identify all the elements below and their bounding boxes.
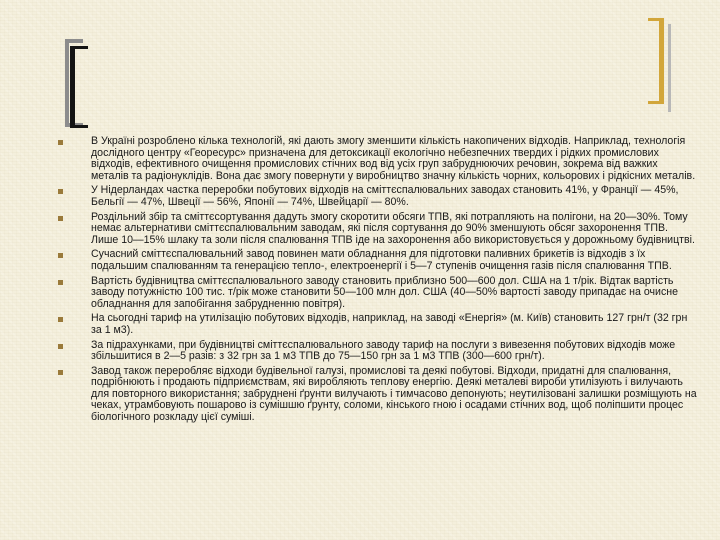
paragraph-text: Роздільний збір та сміттєсортування дадуть змогу скоротити обсяги ТПВ, які потрапляють на полігони, на 20—30%. Тому немає альтернативи сміттєспалювальним заводам, які після сортування до 90% зменшують обсяг захоронення ТПВ. Лише 10—15% шлаку та золи після спалювання ТПВ іде на захоронення або використовується у дорожньому будівництві.: [91, 210, 695, 246]
square-bullet-icon: [58, 216, 63, 221]
left-bracket-decoration: [70, 46, 88, 128]
list-item: [58, 313, 698, 336]
list-item: [58, 276, 698, 311]
paragraph-text: На сьогодні тариф на утилізацію побутових відходів, наприклад, на заводі «Енергія» (м. Київ) становить 127 грн/т (32 грн за 1 м3).: [91, 312, 688, 336]
list-item: [58, 340, 698, 363]
square-bullet-icon: [58, 140, 63, 145]
paragraph-text: В Україні розроблено кілька технологій, які дають змогу зменшити кількість накопичених відходів. Наприклад, технологія дослідного центру «Георесурс» призначена для детоксикації екологічно небезпечних твердих і рідких промислових відходів, ефективного очищення промислових стічних вод від усіх груп забруднюючих речовин, зокрема від важких металів та радіонуклідів. Вона дає змогу повернути у виробництво значну кількість чорних, кольорових і рідкісних металів.: [91, 135, 696, 182]
right-bracket-decoration: [648, 18, 664, 104]
list-item: [58, 136, 698, 182]
square-bullet-icon: [58, 317, 63, 322]
square-bullet-icon: [58, 344, 63, 349]
paragraph-text: За підрахунками, при будівництві сміттєспалювального заводу тариф на послуги з вивезення побутових відходів може збільшитися в 2—5 разів: з 32 грн за 1 м3 ТПВ до 75—150 грн за 1 м3 ТПВ (300—600 грн/т).: [91, 338, 676, 363]
square-bullet-icon: [58, 189, 63, 194]
paragraph-text: Сучасний сміттєспалювальний завод повинен мати обладнання для підготовки паливних брикетів із відходів з їх подальшим спалюванням та генерацією тепло-, електроенергії і 5—7 ступенів очищення газів після спалювання ТПВ.: [91, 248, 672, 272]
paragraph-text: Вартість будівництва сміттєспалювального заводу становить приблизно 500—600 дол. США на 1 т/рік. Відтак вартість заводу потужністю 100 тис. т/рік може становити 50—100 млн дол. США (40—50% вартості заводу припадає на очисне обладнання для запобігання забрудненню повітря).: [91, 274, 679, 310]
paragraph-text: У Нідерландах частка переробки побутових відходів на сміттєспалювальних заводах становить 41%, у Франції — 45%, Бельгії — 47%, Швеції — 56%, Японії — 74%, Швейцарії — 80%.: [91, 184, 679, 208]
slide-body: [58, 136, 698, 427]
list-item: [58, 185, 698, 208]
paragraph-text: Завод також переробляє відходи будівельної галузі, промислові та деякі побутові. Відходи, придатні для спалювання, подрібнюють і продають підприємствам, які виробляють теплову енергію. Деякі металеві вироби утилізують і вилучають для повторного використання; забруднені ґрунти вилучають і тимчасово депонують; неутилізовані залишки розміщують на чеках, утрамбовують пошарово із сумішшю ґрунту, соломи, кінського гною і осадами стічних вод, щоб поліпшити процес біологічного розкладу цієї суміші.: [91, 364, 697, 424]
list-item: [58, 366, 698, 424]
square-bullet-icon: [58, 253, 63, 258]
square-bullet-icon: [58, 370, 63, 375]
list-item: [58, 249, 698, 272]
list-item: [58, 212, 698, 247]
square-bullet-icon: [58, 280, 63, 285]
